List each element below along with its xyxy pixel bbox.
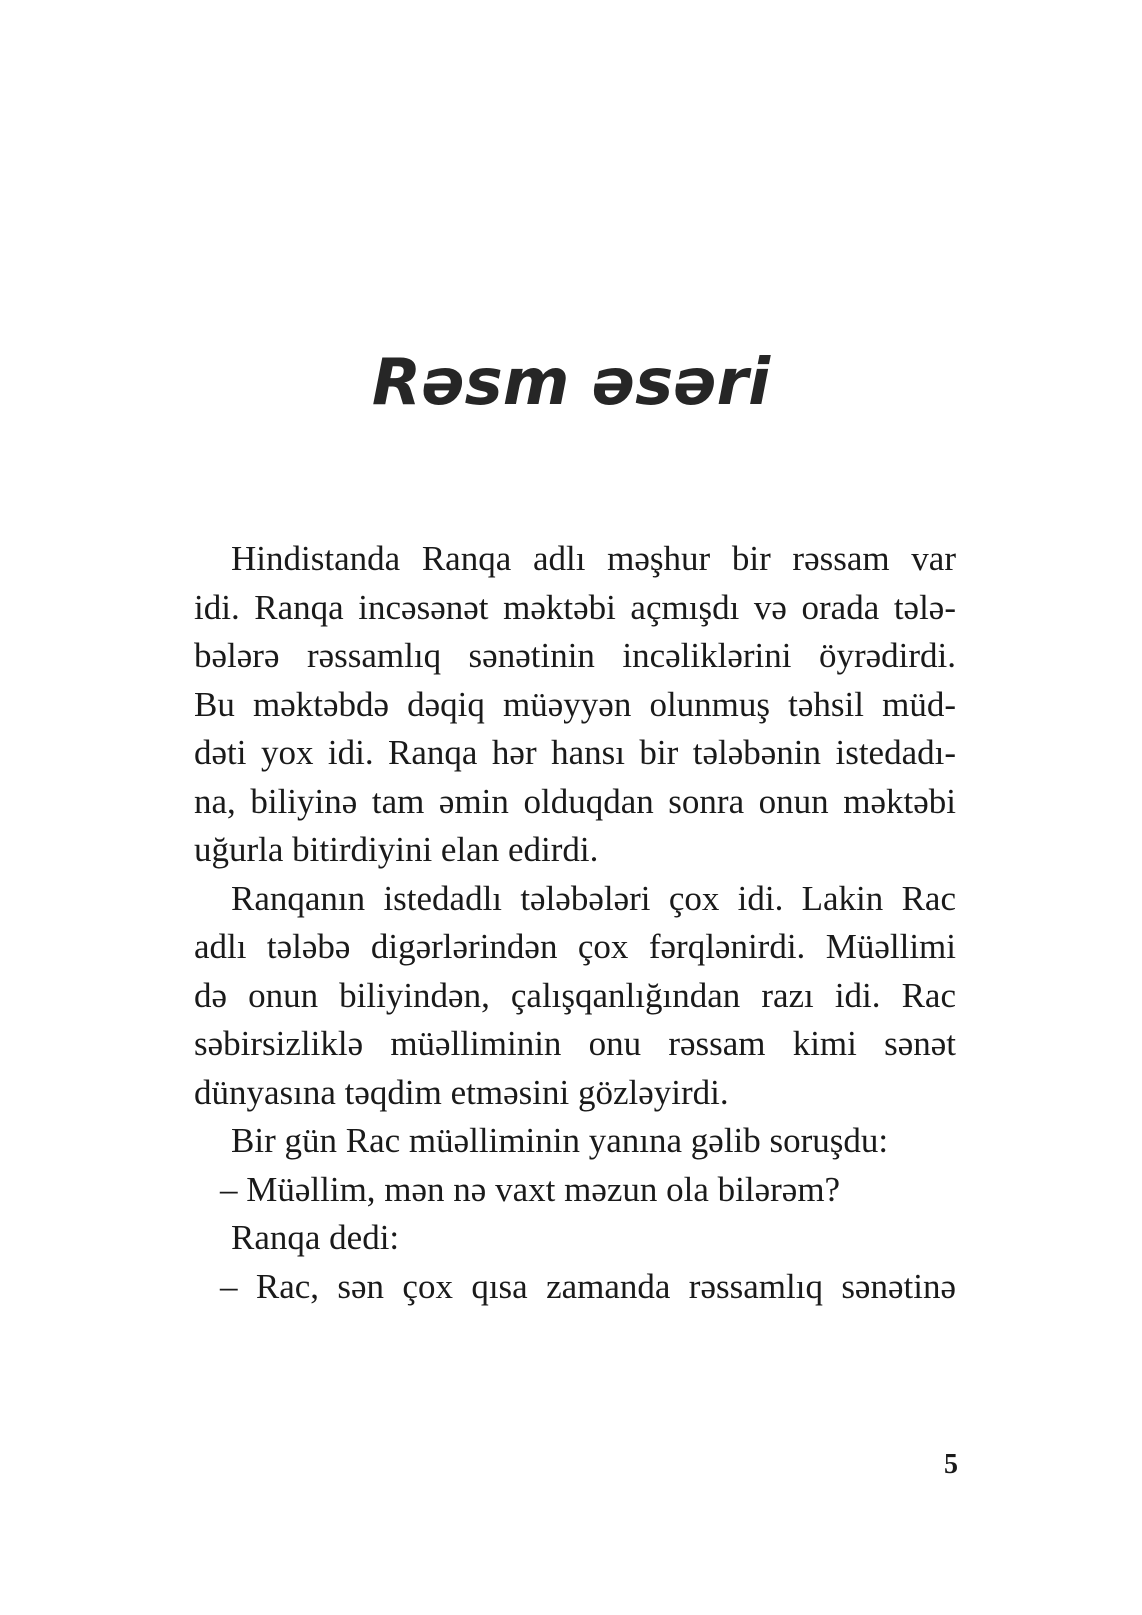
text-line: na, biliyinə tam əmin olduqdan sonra onun məktəbi <box>194 781 956 821</box>
text-line: – Müəllim, mən nə vaxt məzun ola bilərəm? <box>220 1169 841 1209</box>
text-line: səbirsizliklə müəlliminin onu rəssam kimi sənət <box>194 1024 956 1063</box>
text-line: uğurla bitirdiyini elan edirdi. <box>194 830 599 869</box>
text-line: adlı tələbə digərlərindən çox fərqlənirdi. Müəllimi <box>194 927 956 966</box>
text-line: Bir gün Rac müəlliminin yanına gəlib soruşdu: <box>231 1121 889 1160</box>
text-line: dəti yox idi. Ranqa hər hansı bir tələbənin istedadı- <box>194 733 956 772</box>
chapter-title: Rəsm əsəri <box>371 346 771 420</box>
text-line: də onun biliyindən, çalışqanlığından razı idi. Rac <box>194 975 956 1015</box>
text-line: dünyasına təqdim etməsini gözləyirdi. <box>194 1072 729 1112</box>
text-line: idi. Ranqa incəsənət məktəbi açmışdı və orada tələ- <box>194 587 956 627</box>
text-line: Ranqa dedi: <box>231 1218 400 1257</box>
text-line: – Rac, sən çox qısa zamanda rəssamlıq sənətinə <box>220 1266 956 1306</box>
text-line: Bu məktəbdə dəqiq müəyyən olunmuş təhsil müd- <box>194 684 956 724</box>
text-line: bələrə rəssamlıq sənətinin incəliklərini öyrədirdi. <box>194 636 956 675</box>
page-number: 5 <box>944 1449 958 1480</box>
text-line: Ranqanın istedadlı tələbələri çox idi. Lakin Rac <box>231 878 956 918</box>
text-line: Hindistanda Ranqa adlı məşhur bir rəssam var <box>231 539 956 578</box>
body-text <box>194 535 956 1311</box>
